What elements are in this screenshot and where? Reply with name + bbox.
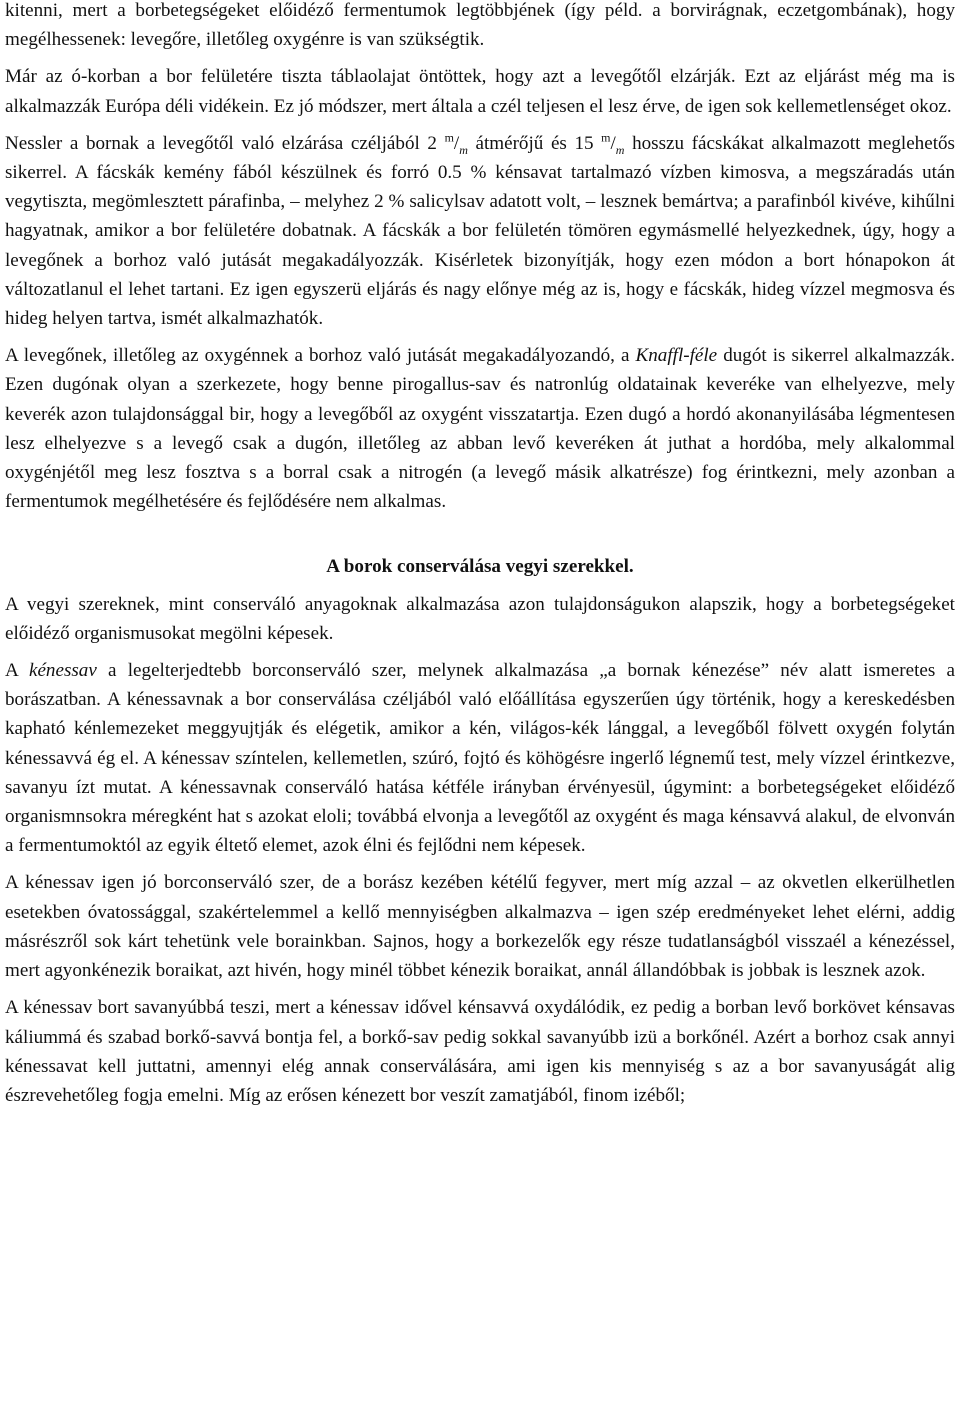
paragraph-olive-oil	[5, 62, 955, 120]
unit-slash-2: /	[610, 132, 616, 154]
knaffl-text-b: dugót is sikerrel alkalmazzák. Ezen dugónak olyan a szerkezete, hogy benne pirogallus-sav és natronlúg oldatainak keveréke van elhelyezve, mely keverék azon tulajdonsággal bir, hogy a levegőből az oxygént visszatartja. Ezen dugó a hordó akonanyilásába légmentesen lesz elhelyezve s a levegő csak a dugón, illetőleg az abban levő keveréken át juthat a hordóba, mely alkalommal oxygénjétől meg lesz fosztva s a borral csak a nitrogén (a levegő másik alkatrésze) fog érintkezni, mely azonban a fermentumok megélhetésére és fejlődésére nem alkalmas.	[5, 345, 955, 513]
document-page	[5, 0, 955, 1118]
paragraph-sulfurous-acid	[5, 656, 955, 860]
paragraph-acidity: A kénessav bort savanyúbbá teszi, mert a kénessav idővel kénsavvá oxydálódik, ez pedig a borban levő borkövet kénsavas káliummá és szabad borkő-savvá bontja fel, a borkő-sav pedig sokkal savanyúbb izü a borkőnél. Azért a borhoz csak annyi kénessavat kell juttatni, amennyi elég annak conserválására, ami igen kis mennyiség s az a bor savanyuságát alig észrevehetőleg fogja emelni. Míg az erősen kénezett bor veszít zamatjából, finom izéből;	[5, 997, 955, 1106]
nessler-text-b: átmérőjű és 15	[467, 132, 602, 154]
paragraph-chemicals-intro: A vegyi szereknek, mint conserváló anyagoknak alkalmazása azon tulajdonságukon alapszik, hogy a borbetegségeket előidéző organismusokat megölni képesek.	[5, 593, 955, 644]
paragraph-olive-oil-text: Már az ó-korban a bor felületére tiszta táblaolajat öntöttek, hogy azt a levegőtől elzárják. Ezt az eljárást még ma is alkalmazzák Európa déli vidékein.	[5, 66, 955, 117]
paragraph-nessler-sticks	[5, 129, 955, 333]
paragraph-knaffl-cork	[5, 341, 955, 516]
unit-slash-1: /	[453, 132, 460, 154]
section-heading: A borok conserválása vegyi szerekkel.	[326, 556, 634, 578]
sulfur-text-b: a legelterjedtebb borconserváló szer, melynek alkalmazása „a bornak kénezése” név alatt ismeretes a borászatban. A kénessavnak a bor conserválása czéljából való előállítása egyszerűen úgy történik, hogy a kereskedésben kapható kénlemezeket meggyujtják és elégetik, amikor a kén, világos-kék lánggal, a levegőből fölvett oxygén folytán kénessavvá ég el. A kénessav színtelen, kellemetlen, szúró, fojtó és köhögésre ingerlő légnemű test, mely vízzel érintkezve, savanyu ízt mutat. A kénessavnak conserváló hatása kétféle irányban érvényesül, úgymint: a borbetegségeket előidéző organismnsokra méregként hat s azokat eloli; továbbá elvonja a levegőtől az oxygént és maga kénsavvá alakul, de elvonván a fermentumoktól az egyik éltető elemet, azok élni és fejlődni nem képesek.	[5, 660, 955, 857]
paragraph-oxygen-need: kitenni, mert a borbetegségeket előidéző fermentumok legtöbbjének (így péld. a borvirágnak, eczetgombának), hogy megélhessenek: levegőre, illetőleg oxygénre is van szükségtik.	[5, 0, 955, 51]
knaffl-italic: Knaffl-féle	[635, 345, 718, 367]
nessler-text-a: Nessler a bornak a levegőtől való elzárása czéljából 2	[5, 132, 445, 154]
paragraph-double-edged: A kénessav igen jó borconserváló szer, de a borász kezében kétélű fegyver, mert míg azzal – az okvetlen elkerülhetlen esetekben óvatossággal, szakértelemmel a kellő mennyiségben alkalmazva – igen szép eredményeket lehet elérni, addig másrészről sok kárt tehetünk vele borainkban. Sajnos, hogy a borkezelők egy része tudatlanságból visszaél a kénezéssel, mert agyonkénezik boraikat, azt hivén, hogy minél többet kénezik boraikat, annál állandóbbak is jobbak is lesznek azok.	[5, 872, 955, 982]
knaffl-text-a: A levegőnek, illetőleg az oxygénnek a borhoz való jutását megakadályozandó, a	[5, 345, 636, 367]
unit-sub-2: m	[615, 142, 625, 157]
unit-sup-2: m	[601, 130, 611, 145]
unit-sub-1: m	[459, 142, 468, 157]
nessler-text-c: hosszu fácskákat alkalmazott meglehetős sikerrel. A fácskák kemény fából készülnek és forró 0.5 % kénsavat tartalmazó vízben kimosva, a megszáradás után vegytiszta, megömlesztett párafinba, – melyhez 2 % salicylsav adatott volt, – lesznek bemártva; a parafinból kivéve, kihűlni hagyatnak, amikor a bor felületére dobatnak. A fácskák a bor felületén tömören egymásmellé helyezkednek, úgy, hogy a levegőnek a borhoz való jutását megakadályozzák. Kisérletek bizonyítják, hogy ezen módon a bort hónapokon át változatlanul el lehet tartani. Ez igen egyszerü eljárás és nagy előnye még az is, hogy e fácskák, hideg vízzel megmosva és hideg helyen tartva, ismét alkalmazhatók.	[5, 132, 955, 330]
sulfur-italic: kénessav	[28, 660, 97, 682]
sulfur-text-a: A	[5, 660, 29, 682]
paragraph-olive-oil-text-2: Ez jó módszer, mert általa a czél teljesen el lesz érve, de igen sok kellemetlenséget okoz.	[273, 95, 952, 117]
unit-sup-1: m	[444, 130, 454, 145]
